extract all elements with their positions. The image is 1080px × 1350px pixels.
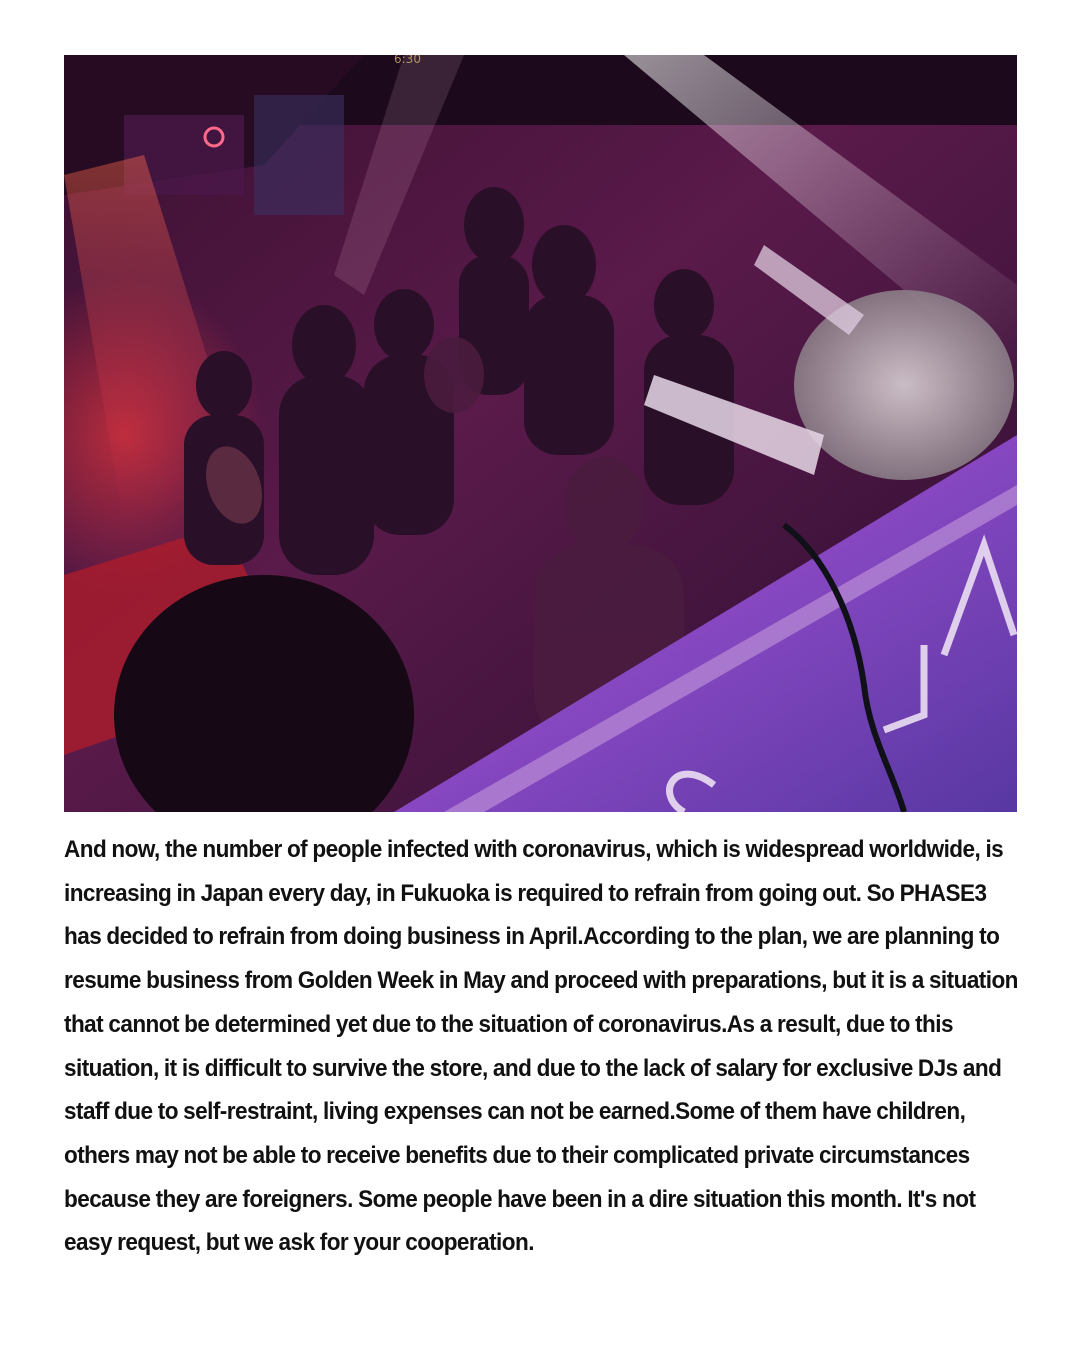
caption-text: And now, the number of people infected with coronavirus, which is widespread worldwide, is increasing in Japan every day, in Fukuoka is required to refrain from going out. So PHASE3 has decided to refrain from doing business in April.According to the plan, we are planning to resume business from Golden Week in May and proceed with preparations, but it is a situation that cannot be determined yet due to the situation of coronavirus.As a result, due to this situation, it is difficult to survive the store, and due to the lack of salary for exclusive DJs and staff due to self-restraint, living expenses can not be earned.Some of them have children, others may not be able to receive benefits due to their complicated private circumstances because they are foreigners. Some people have been in a dire situation this month. It's not easy request, but we ask for your cooperation. xyxy=(64,836,1018,1257)
svg-text:6:30: 6:30 xyxy=(394,55,421,66)
nightclub-photo-illustration xyxy=(64,55,1017,812)
nightclub-photo xyxy=(64,55,1017,812)
